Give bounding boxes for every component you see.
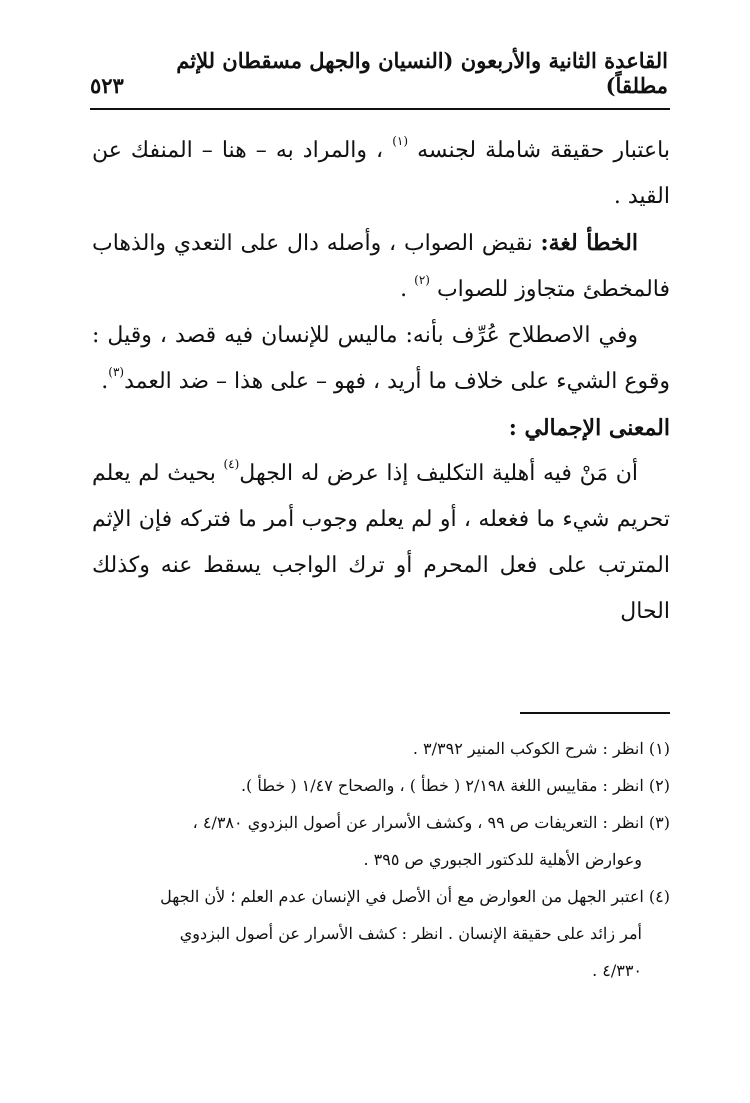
footnote-4: (٤) اعتبر الجهل من العوارض مع أن الأصل في الإنسان عدم العلم ؛ لأن الجهل xyxy=(160,887,670,906)
footnote-ref-4[interactable]: (٤) xyxy=(223,457,240,471)
footnote-3-continued: وعوارض الأهلية للدكتور الجبوري ص ٣٩٥ . xyxy=(363,850,642,869)
running-title: القاعدة الثانية والأربعون (النسيان والجهل مسقطان للإثم مطلقاً) xyxy=(176,48,668,98)
paragraph-2: الخطأ لغة: نقيض الصواب ، وأصله دال على التعدي والذهاب فالمخطئ متجاوز للصواب $^{(٢)}$ . xyxy=(92,230,670,302)
paragraph-1: باعتبار حقيقة شاملة لجنسه $^{(١)}$ ، والمراد به – هنا – المنفك عن القيد . xyxy=(92,134,671,209)
footnote-2: (٢) انظر : مقاييس اللغة ٢/١٩٨ ( خطأ ) ، والصحاح ١/٤٧ ( خطأ ). xyxy=(240,776,670,795)
footnote-ref-2[interactable]: (٢) xyxy=(414,273,430,287)
paragraph-4: أن مَنْ فيه أهلية التكليف إذا عرض له الجهل$^{(٤)}$ بحيث لم يعلم تحريم شيء ما فغعله ، أو لم يعلم وجوب أمر ما فتركه فإن الإثم المترتب على فعل المحرم أو ترك الواجب يسقط عنه وكذلك الحال xyxy=(92,457,670,624)
footnotes xyxy=(92,730,670,989)
footnote-divider xyxy=(520,712,670,714)
term-khata-lugha: الخطأ لغة: xyxy=(540,230,638,256)
footnote-ref-3[interactable]: (٣) xyxy=(108,365,125,379)
main-text xyxy=(92,128,670,635)
footnote-4-continued: أمر زائد على حقيقة الإنسان . انظر : كشف الأسرار عن أصول البزدوي xyxy=(179,924,642,943)
footnote-1: (١) انظر : شرح الكوكب المنير ٣/٣٩٢ . xyxy=(412,739,670,758)
section-heading: المعنى الإجمالي : xyxy=(508,415,670,441)
page-number: ٥٢٣ xyxy=(90,73,124,98)
footnote-3: (٣) انظر : التعريفات ص ٩٩ ، وكشف الأسرار عن أصول البزدوي ٤/٣٨٠ ، xyxy=(192,813,670,832)
footnote-4-continued-2: ٤/٣٣٠ . xyxy=(592,961,642,980)
running-header xyxy=(90,48,668,98)
paragraph-3: وفي الاصطلاح عُرِّف بأنه: ماليس للإنسان فيه قصد ، وقيل : وقوع الشيء على خلاف ما أريد ، فهو – على هذا – ضد العمد$^{(٣)}$. xyxy=(92,323,670,394)
header-divider xyxy=(90,108,670,110)
footnote-ref-1[interactable]: (١) xyxy=(392,134,409,148)
